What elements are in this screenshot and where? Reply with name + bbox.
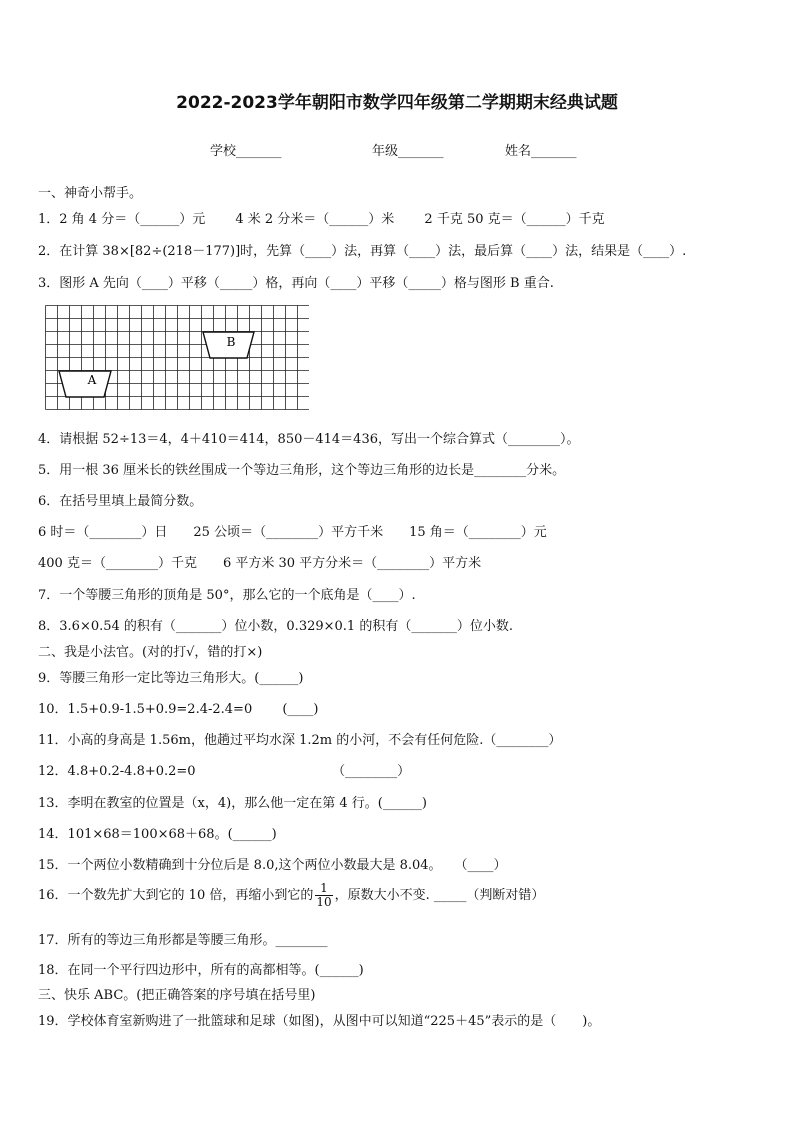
fraction-one-tenth [315, 882, 332, 909]
grade-field: 年级_______ [372, 144, 444, 159]
question-6: 6．在括号里填上最简分数。 [38, 494, 203, 509]
section-3-heading: 三、快乐 ABC。(把正确答案的序号填在括号里) [38, 988, 316, 1003]
question-7: 7．一个等腰三角形的顶角是 50°，那么它的一个底角是（____）. [38, 588, 416, 603]
grid-figure [45, 305, 309, 411]
shape-b-label: B [226, 335, 236, 349]
question-17: 17．所有的等边三角形都是等腰三角形。________ [38, 933, 328, 948]
question-2: 2．在计算 38×[82÷(218－177)]时，先算（____）法，再算（____）法，最后算（____）法，结果是（____）. [38, 244, 687, 259]
page-title: 2022-2023学年朝阳市数学四年级第二学期期末经典试题 [176, 93, 618, 113]
name-field: 姓名_______ [505, 144, 577, 159]
question-16-text-after: ，原数大小不变. _____（判断对错） [334, 888, 545, 903]
question-16-text-before: 16．一个数先扩大到它的 10 倍，再缩小到它的 [38, 888, 314, 903]
question-12: 12．4.8+0.2-4.8+0.2=0 （________） [38, 764, 411, 779]
shape-a [59, 371, 111, 397]
question-13: 13．李明在教室的位置是（x，4)，那么他一定在第 4 行。(______) [38, 796, 427, 811]
question-3: 3．图形 A 先向（____）平移（_____）格，再向（____）平移（_____）格与图形 B 重合. [38, 276, 554, 291]
question-8: 8．3.6×0.54 的积有（_______）位小数，0.329×0.1 的积有（_______）位小数. [38, 619, 513, 634]
question-15: 15．一个两位小数精确到十分位后是 8.0,这个两位小数最大是 8.04。 （____） [38, 858, 507, 873]
section-1-heading: 一、神奇小帮手。 [38, 186, 143, 201]
question-5: 5．用一根 36 厘米长的铁丝围成一个等边三角形，这个等边三角形的边长是________分米。 [38, 463, 566, 478]
shape-a-label: A [87, 373, 97, 387]
question-10: 10．1.5+0.9-1.5+0.9=2.4-2.4=0 (____) [38, 702, 319, 717]
question-19: 19．学校体育室新购进了一批篮球和足球（如图)，从图中可以知道“225＋45”表示的是（ )。 [38, 1014, 601, 1029]
question-16 [38, 882, 544, 909]
question-18: 18．在同一个平行四边形中，所有的高都相等。(______) [38, 963, 364, 978]
school-field: 学校_______ [210, 144, 282, 159]
question-6-row-2: 400 克＝（________）千克 6 平方米 30 平方分米＝（________）平方米 [38, 556, 482, 571]
question-9: 9．等腰三角形一定比等边三角形大。(______) [38, 671, 304, 686]
question-1: 1．2 角 4 分＝（______）元 4 米 2 分米＝（______）米 2 千克 50 克＝（______）千克 [38, 212, 605, 227]
question-11: 11．小高的身高是 1.56m，他趟过平均水深 1.2m 的小河，不会有任何危险.（________） [38, 733, 562, 748]
question-14: 14．101×68＝100×68＋68。(______) [38, 827, 277, 842]
section-2-heading: 二、我是小法官。(对的打√，错的打×) [38, 645, 263, 660]
question-6-row-1: 6 时＝（________）日 25 公顷＝（________）平方千米 15 角＝（________）元 [38, 525, 547, 540]
fraction-denominator: 10 [316, 895, 332, 909]
fraction-numerator: 1 [315, 882, 332, 896]
question-4: 4．请根据 52÷13＝4，4＋410＝414，850－414＝436，写出一个综合算式（________）。 [38, 432, 580, 447]
